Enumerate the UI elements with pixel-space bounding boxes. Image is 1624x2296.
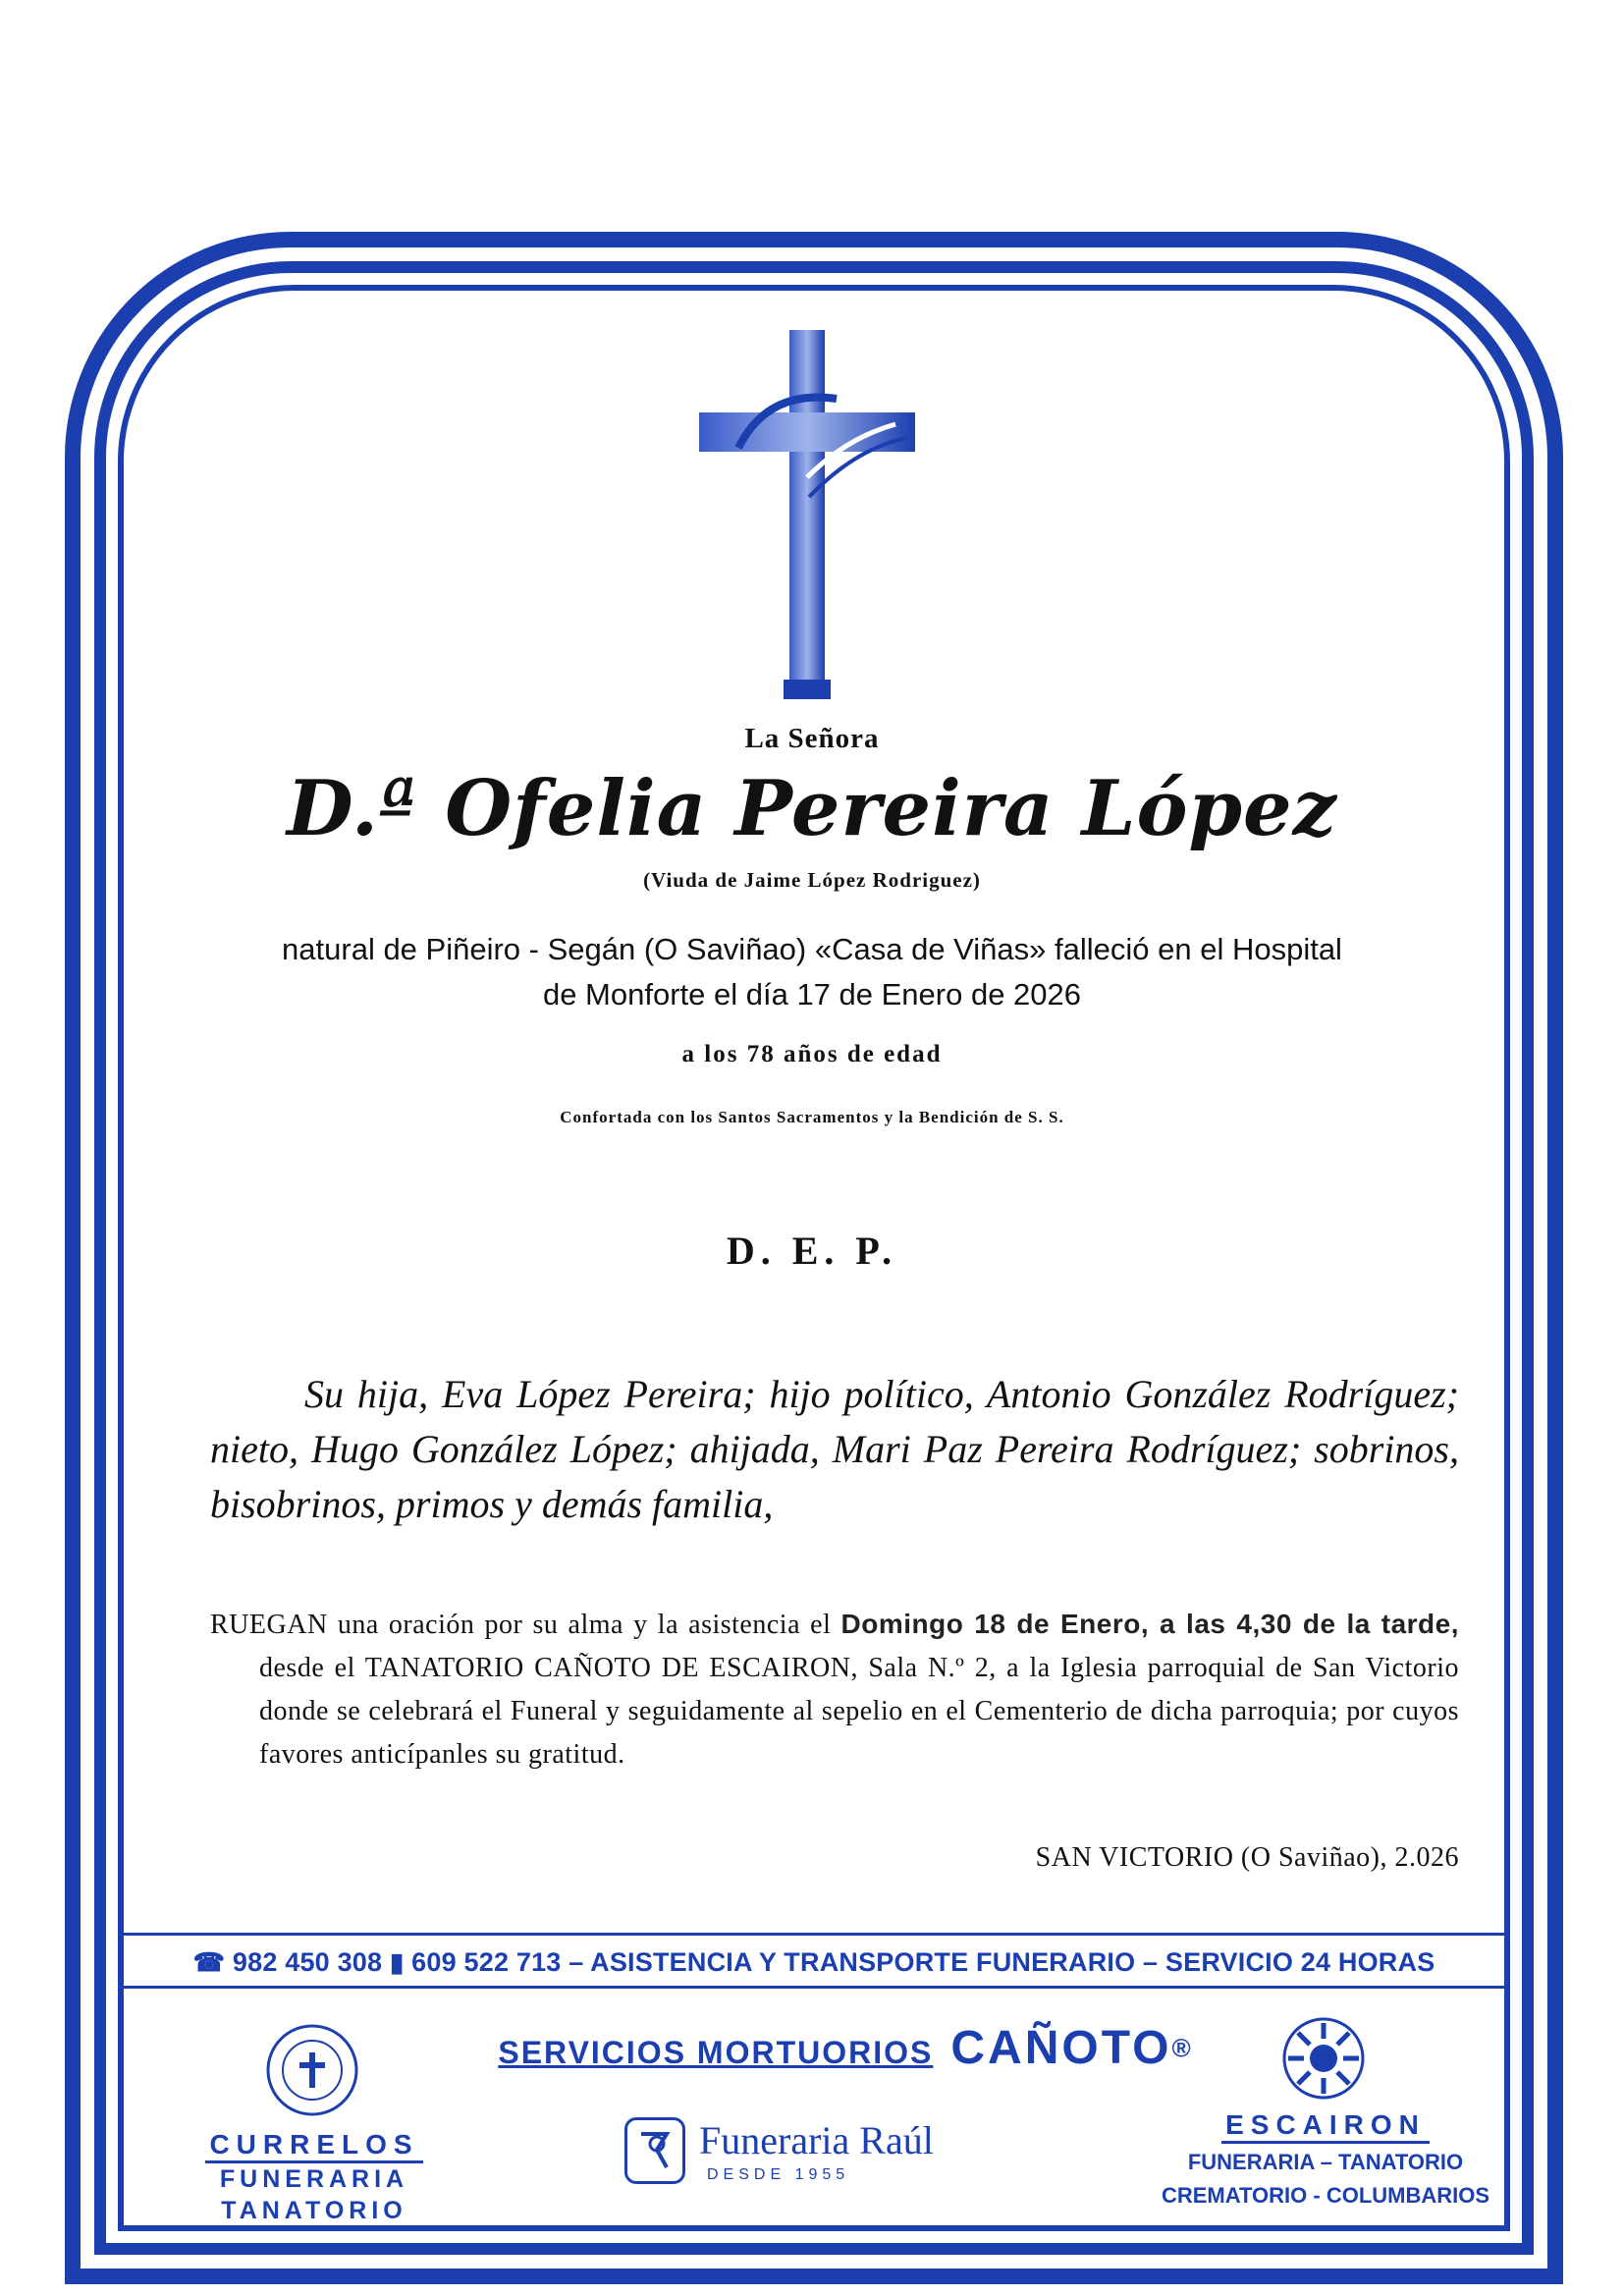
raul-since: DESDE 1955 [707, 2166, 850, 2183]
escairon-name: ESCAIRON [1221, 2109, 1430, 2144]
currelos-line-1: FUNERARIA [219, 2165, 409, 2193]
services-label: SERVICIOS MORTUORIOS [498, 2035, 934, 2070]
sacraments-line: Confortada con los Santos Sacramentos y la Bendición de S. S. [560, 1108, 1064, 1126]
brand-name: CAÑOTO [950, 2022, 1172, 2074]
raul-mark-icon [624, 2117, 685, 2184]
phone-1: 982 450 308 [232, 1947, 383, 1977]
info-line-1: natural de Piñeiro - Segán (O Saviñao) «Casa de Viñas» falleció en el Hospital [282, 932, 1342, 966]
phone-services: – ASISTENCIA Y TRANSPORTE FUNERARIO – SERVICIO 24 HORAS [568, 1947, 1435, 1977]
age: a los 78 años de edad [681, 1041, 943, 1067]
deceased-name: D.ª Ofelia Pereira López [287, 764, 1337, 853]
cross-icon [699, 330, 915, 699]
currelos-name: CURRELOS [205, 2129, 422, 2163]
ruegan-intro: RUEGAN una oración por su alma y la asistencia el [210, 1610, 841, 1640]
currelos-seal-icon [265, 2023, 359, 2117]
escairon-block [1110, 2109, 1542, 2211]
birth-death-info [157, 927, 1467, 1017]
escairon-seal-icon [1282, 2017, 1365, 2100]
funeral-date: Domingo 18 de Enero, a las 4,30 de la tarde, [840, 1609, 1459, 1639]
currelos-block [177, 2129, 452, 2226]
phone-bar [124, 1941, 1504, 1984]
rip: D. E. P. [726, 1229, 898, 1273]
escairon-line-2: CREMATORIO - COLUMBARIOS [1161, 2183, 1490, 2208]
ruegan-rest: desde el TANATORIO CAÑOTO DE ESCAIRON, Sala N.º 2, a la Iglesia parroquial de San Victorio donde se celebrará el Funeral y seguidamente al sepelio en el Cementerio de dicha parroquia; por cuyos favores anticípanles su gratitud. [259, 1653, 1459, 1770]
phone-2: 609 522 713 [411, 1947, 562, 1977]
divider-bottom [124, 1986, 1504, 1989]
raul-name: Funeraria Raúl [699, 2118, 934, 2162]
currelos-line-2: TANATORIO [221, 2197, 407, 2224]
widow-of: (Viuda de Jaime López Rodriguez) [643, 868, 981, 892]
escairon-line-1: FUNERARIA – TANATORIO [1187, 2150, 1464, 2174]
place-date: SAN VICTORIO (O Saviñao), 2.026 [1035, 1842, 1459, 1873]
ruegan-paragraph [210, 1603, 1459, 1777]
services-brand [452, 2021, 1237, 2075]
raul-logo [624, 2117, 978, 2196]
family-paragraph: Su hija, Eva López Pereira; hijo político, Antonio González Rodríguez; nieto, Hugo González López; ahijada, Mari Paz Pereira Rodríguez; sobrinos, bisobrinos, primos y demás familia, [210, 1372, 1459, 1526]
info-line-2: de Monforte el día 17 de Enero de 2026 [542, 977, 1082, 1011]
mobile-phone-icon: ▮ [389, 1947, 405, 1977]
phone-icon: ☎ [192, 1947, 226, 1977]
title-prefix: La Señora [744, 723, 880, 754]
registered-mark: ® [1171, 2033, 1191, 2063]
divider-top [124, 1933, 1504, 1936]
